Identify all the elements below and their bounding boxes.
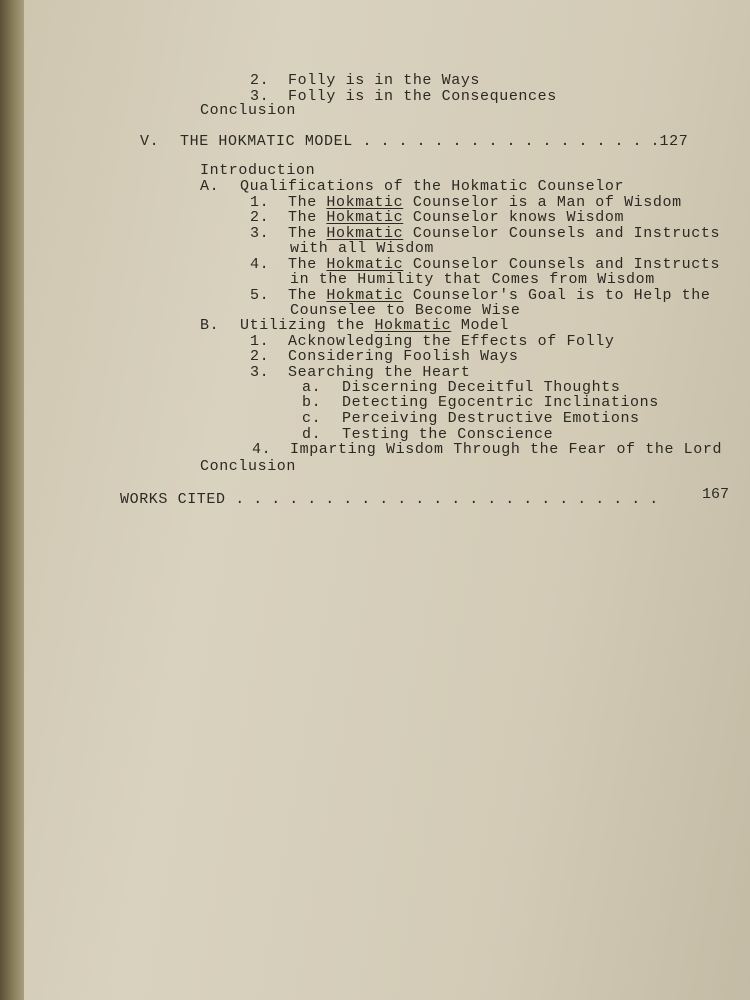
- section-title: Model: [460, 317, 509, 334]
- toc-entry-folly-ways: [250, 73, 480, 89]
- entry-text: The: [288, 194, 317, 211]
- entry-number: 3.: [250, 88, 270, 105]
- entry-number: 1.: [250, 333, 270, 350]
- entry-letter: d.: [302, 426, 322, 443]
- toc-heart-item-c: [302, 411, 640, 427]
- toc-section-a: [200, 179, 624, 195]
- chapter-numeral: V.: [140, 133, 160, 150]
- entry-number: 1.: [250, 194, 270, 211]
- entry-number: 2.: [250, 209, 270, 226]
- entry-text: Testing the Conscience: [342, 426, 554, 443]
- entry-text: Counselor knows Wisdom: [412, 209, 625, 226]
- entry-text: The: [288, 225, 317, 242]
- entry-text: The: [288, 287, 317, 304]
- entry-text: The: [288, 256, 317, 273]
- works-cited-page-number: 167: [702, 486, 730, 503]
- entry-text: Counselor Counsels and Instructs: [412, 256, 721, 273]
- entry-number: 3.: [250, 364, 270, 381]
- toc-a-item-4-continued: in the Humility that Comes from Wisdom: [290, 271, 655, 288]
- entry-text: Folly is in the Ways: [288, 72, 481, 89]
- entry-number: 5.: [250, 287, 270, 304]
- book-spine-shadow: [0, 0, 24, 1000]
- entry-text: Folly is in the Consequences: [288, 88, 557, 105]
- entry-text: Detecting Egocentric Inclinations: [342, 394, 659, 411]
- chapter-title: THE HOKMATIC MODEL: [180, 133, 353, 150]
- entry-text: Counselor is a Man of Wisdom: [412, 194, 682, 211]
- section-letter: B.: [200, 317, 220, 334]
- underlined-term: Hokmatic: [326, 209, 404, 226]
- underlined-term: Hokmatic: [326, 194, 404, 211]
- entry-number: 2.: [250, 348, 270, 365]
- leader-dots: . . . . . . . . . . . . . . . . . . . . . . . .: [235, 491, 659, 508]
- toc-entry-folly-consequences: [250, 89, 557, 105]
- entry-text: The: [288, 209, 317, 226]
- section-title: Qualifications of the Hokmatic Counselor: [240, 178, 625, 195]
- entry-text: Discerning Deceitful Thoughts: [342, 379, 621, 396]
- underlined-term: Hokmatic: [326, 287, 404, 304]
- toc-section-b: [200, 318, 509, 334]
- underlined-term: Hokmatic: [374, 317, 452, 334]
- toc-conclusion-1: Conclusion: [200, 102, 297, 119]
- works-cited-title: WORKS CITED: [120, 491, 226, 508]
- entry-number: 3.: [250, 225, 270, 242]
- leader-dots: . . . . . . . . . . . . . . . . .: [362, 133, 660, 150]
- entry-text: Imparting Wisdom Through the Fear of the Lord: [290, 441, 723, 458]
- underlined-term: Hokmatic: [326, 225, 404, 242]
- toc-b-item-4: [252, 442, 722, 458]
- entry-text: Acknowledging the Effects of Folly: [288, 333, 615, 350]
- section-letter: A.: [200, 178, 220, 195]
- chapter-page-number: 127: [659, 133, 689, 150]
- entry-text: Considering Foolish Ways: [288, 348, 519, 365]
- toc-a-item-5-continued: Counselee to Become Wise: [290, 302, 521, 319]
- entry-number: 2.: [250, 72, 270, 89]
- entry-text: Searching the Heart: [288, 364, 471, 381]
- entry-text: Counselor Counsels and Instructs: [412, 225, 721, 242]
- toc-b-item-2: [250, 349, 518, 365]
- toc-works-cited: [120, 492, 658, 508]
- toc-conclusion-2: Conclusion: [200, 458, 297, 475]
- toc-a-item-2: [250, 210, 624, 226]
- underlined-term: Hokmatic: [326, 256, 404, 273]
- section-title: Utilizing the: [240, 317, 365, 334]
- toc-a-item-3-continued: with all Wisdom: [290, 240, 435, 257]
- toc-chapter-v: [140, 134, 688, 150]
- toc-introduction: Introduction: [200, 162, 316, 179]
- entry-text: Counselor's Goal is to Help the: [412, 287, 711, 304]
- entry-text: Perceiving Destructive Emotions: [342, 410, 640, 427]
- entry-letter: b.: [302, 394, 322, 411]
- entry-number: 4.: [250, 256, 270, 273]
- entry-letter: c.: [302, 410, 322, 427]
- toc-heart-item-b: [302, 395, 659, 411]
- entry-letter: a.: [302, 379, 322, 396]
- entry-number: 4.: [252, 441, 272, 458]
